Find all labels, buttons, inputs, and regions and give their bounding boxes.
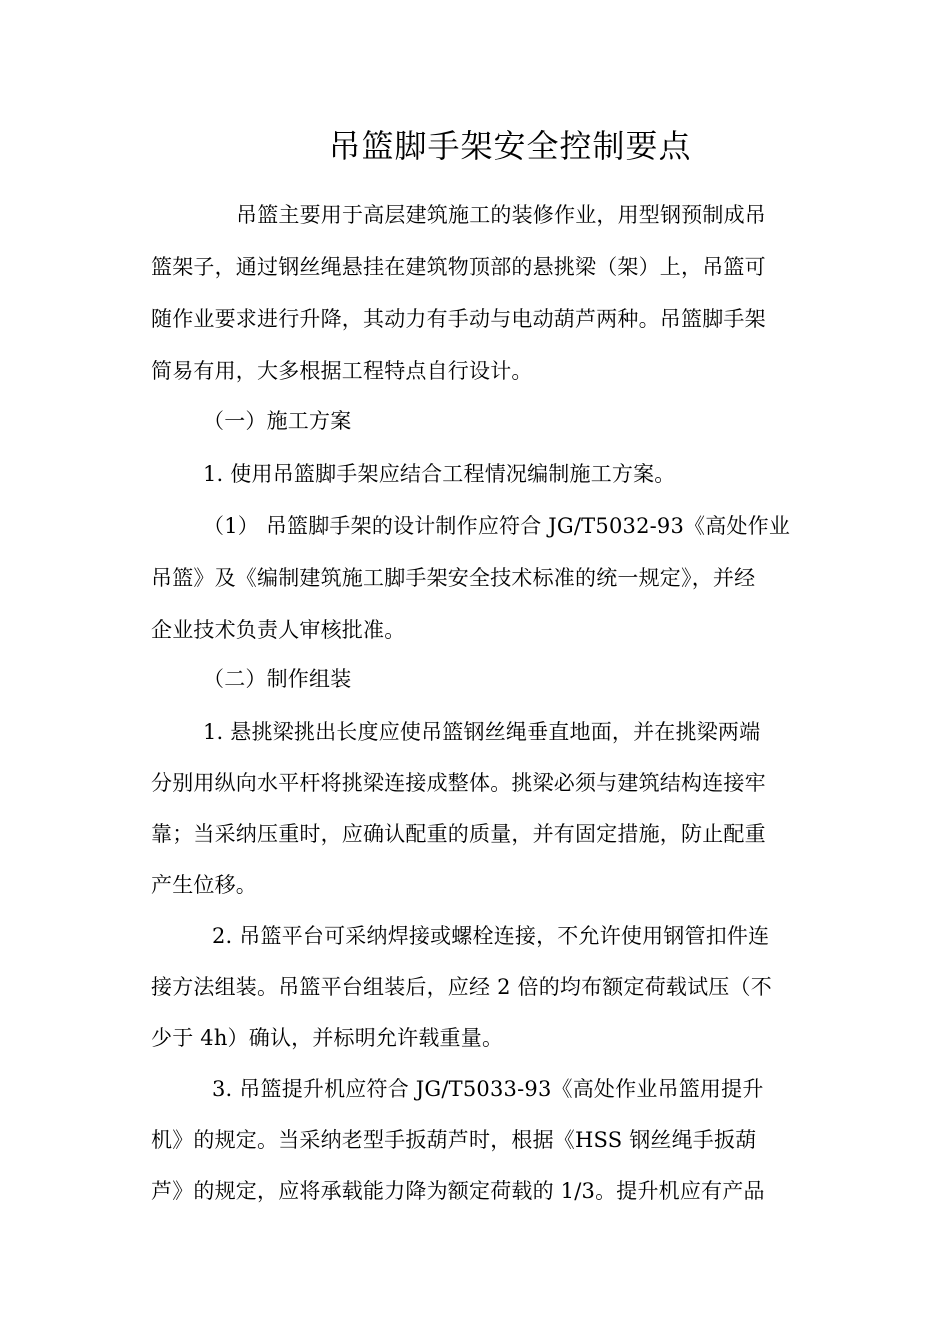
paragraph-line: 2. 吊篮平台可采纳焊接或螺栓连接，不允许使用钢管扣件连 bbox=[212, 924, 770, 948]
paragraph-line: 机》的规定。当采纳老型手扳葫芦时，根据《HSS 钢丝绳手扳葫 bbox=[151, 1128, 757, 1152]
section-heading: （一）施工方案 bbox=[203, 409, 352, 433]
paragraph-line: 吊篮》及《编制建筑施工脚手架安全技术标准的统一规定》，并经 bbox=[151, 566, 756, 590]
paragraph-line: 产生位移。 bbox=[151, 873, 257, 897]
section-heading: （二）制作组装 bbox=[203, 667, 352, 691]
paragraph-line: 少于 4h）确认，并标明允许载重量。 bbox=[151, 1026, 504, 1050]
document-title: 吊篮脚手架安全控制要点 bbox=[328, 127, 692, 165]
paragraph-line: 靠；当采纳压重时，应确认配重的质量，并有固定措施，防止配重 bbox=[151, 822, 766, 846]
paragraph-line: 接方法组装。吊篮平台组装后，应经 2 倍的均布额定荷载试压（不 bbox=[151, 975, 772, 999]
paragraph-line: 芦》的规定，应将承载能力降为额定荷载的 1/3。提升机应有产品 bbox=[151, 1179, 765, 1203]
paragraph-line: （1） 吊篮脚手架的设计制作应符合 JG/T5032-93《高处作业 bbox=[203, 514, 791, 538]
paragraph-line: 3. 吊篮提升机应符合 JG/T5033-93《高处作业吊篮用提升 bbox=[212, 1077, 764, 1101]
paragraph-line: 分别用纵向水平杆将挑梁连接成整体。挑梁必须与建筑结构连接牢 bbox=[151, 771, 766, 795]
paragraph-line: 篮架子，通过钢丝绳悬挂在建筑物顶部的悬挑梁（架）上，吊篮可 bbox=[151, 255, 766, 279]
paragraph-line: 企业技术负责人审核批准。 bbox=[151, 618, 406, 642]
paragraph-line: 随作业要求进行升降，其动力有手动与电动葫芦两种。吊篮脚手架 bbox=[151, 307, 766, 331]
paragraph-line: 1. 悬挑梁挑出长度应使吊篮钢丝绳垂直地面，并在挑梁两端 bbox=[203, 720, 761, 744]
paragraph-line: 1. 使用吊篮脚手架应结合工程情况编制施工方案。 bbox=[203, 462, 676, 486]
paragraph-line: 吊篮主要用于高层建筑施工的装修作业，用型钢预制成吊 bbox=[236, 203, 766, 227]
paragraph-line: 简易有用，大多根据工程特点自行设计。 bbox=[151, 359, 533, 383]
